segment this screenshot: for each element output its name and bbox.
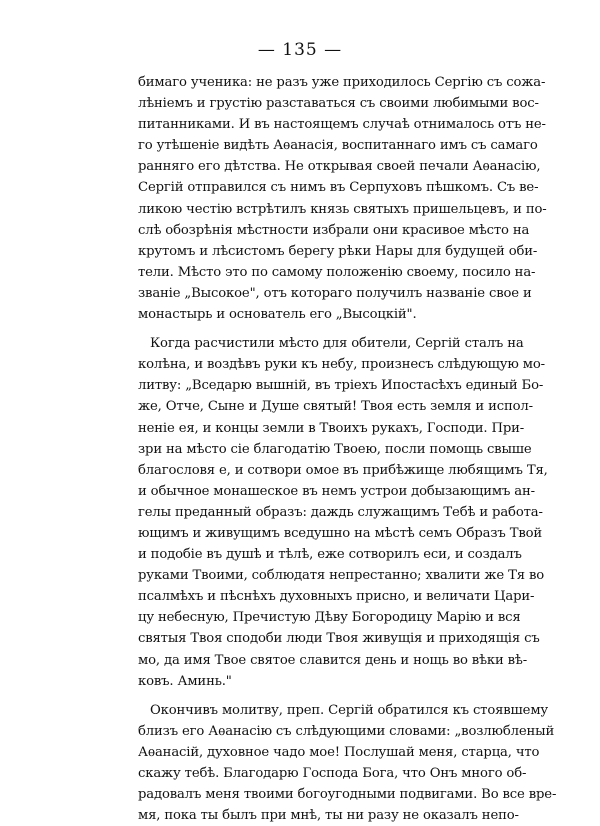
paragraph-gap bbox=[138, 692, 484, 700]
text-line: руками Твоими, соблюдатя непрестанно; хвалити же Тя во bbox=[138, 568, 545, 584]
text-line: тели. Мѣсто это по самому положенію своему, посило на- bbox=[138, 264, 536, 280]
text-line: ющимъ и живущимъ вседушно на мѣстѣ семъ Образъ Твой bbox=[138, 525, 543, 541]
text-line: ранняго его дѣтства. Не открывая своей печали Аѳанасію, bbox=[138, 159, 541, 175]
text-line: мо, да имя Твое святое славится день и нощь во вѣки вѣ- bbox=[138, 652, 528, 668]
text-line: лѣніемъ и грустію разставаться съ своими любимыми вос- bbox=[138, 96, 539, 112]
text-line: псалмѣхъ и пѣснѣхъ духовныхъ присно, и величати Цари- bbox=[138, 589, 535, 605]
text-line: скажу тебѣ. Благодарю Господа Бога, что Онъ много об- bbox=[138, 766, 527, 781]
text-line: мя, пока ты былъ при мнѣ, ты ни разу не оказалъ непо- bbox=[138, 808, 519, 824]
text-line: бимаго ученика: не разъ уже приходилось Сергію съ сожа- bbox=[138, 75, 546, 90]
text-line: неніе ея, и концы земли в Твоихъ рукахъ, Господи. При- bbox=[138, 420, 525, 436]
text-line: и обычное монашеское въ немъ устрои добызающимъ ан- bbox=[138, 483, 535, 499]
paragraph-2 bbox=[138, 333, 548, 692]
text-line: крутомъ и лѣсистомъ берегу рѣки Нары для будущей оби- bbox=[138, 243, 538, 259]
text-line: колѣна, и воздѣвъ руки къ небу, произнесъ слѣдующую мо- bbox=[138, 357, 545, 373]
text-line: благословя е, и сотвори омое въ прибѣжище любящимъ Тя, bbox=[138, 462, 548, 478]
text-line: гелы преданный образъ: даждь служащимъ Тебѣ и работа- bbox=[138, 504, 543, 520]
text-line: ликою честію встрѣтилъ князь святыхъ пришельцевъ, и по- bbox=[138, 201, 547, 217]
text-line: слѣ обозрѣнія мѣстности избрали они красивое мѣсто на bbox=[138, 222, 530, 238]
text-line: го утѣшеніе видѣть Аѳанасія, воспитаннаго имъ съ самаго bbox=[138, 138, 538, 154]
text-line: и подобіе въ душѣ и тѣлѣ, еже сотворилъ еси, и создалъ bbox=[138, 547, 522, 563]
text-line: монастырь и основатель его „Высоцкій". bbox=[138, 307, 417, 323]
text-line: Окончивъ молитву, преп. Сергій обратился къ стоявшему bbox=[150, 702, 549, 718]
text-line: литву: „Вседарю вышній, въ трiехъ Ипостасѣхъ единый Бо- bbox=[138, 378, 544, 394]
text-line: святыя Твоя сподоби люди Твоя живущія и приходящія съ bbox=[138, 631, 540, 647]
text-line: зри на мѣсто сіе благодатію Твоею, посли помощь свыше bbox=[138, 441, 532, 457]
text-line: близъ его Аѳанасію съ слѣдующими словами: „возлюбленый bbox=[138, 723, 555, 739]
text-line: ковъ. Аминь." bbox=[138, 673, 232, 689]
text-line: Аѳанасій, духовное чадо мое! Послушай меня, старца, что bbox=[138, 744, 540, 760]
paragraph-1 bbox=[138, 72, 547, 325]
text-line: же, Отче, Сыне и Душе святый! Твоя есть земля и испол- bbox=[138, 399, 533, 415]
page-number: — 135 — bbox=[257, 40, 343, 60]
text-line: радовалъ меня твоими богоугодными подвигами. Во все вре- bbox=[138, 787, 557, 803]
paragraph-gap bbox=[138, 325, 484, 333]
text-line: Когда расчистили мѣсто для обители, Сергій сталъ на bbox=[150, 336, 524, 352]
text-line: питанниками. И въ настоящемъ случаѣ отнималось отъ не- bbox=[138, 117, 546, 133]
text-line: Сергій отправился съ нимъ въ Серпуховъ пѣшкомъ. Съ ве- bbox=[138, 180, 539, 196]
paragraph-3 bbox=[138, 700, 557, 826]
text-line: цу небесную, Пречистую Дѣву Богородицу Марію и вся bbox=[138, 610, 521, 626]
text-line: званіе „Высокое", отъ котораго получилъ названіе свое и bbox=[138, 285, 532, 301]
text-body bbox=[138, 72, 557, 826]
